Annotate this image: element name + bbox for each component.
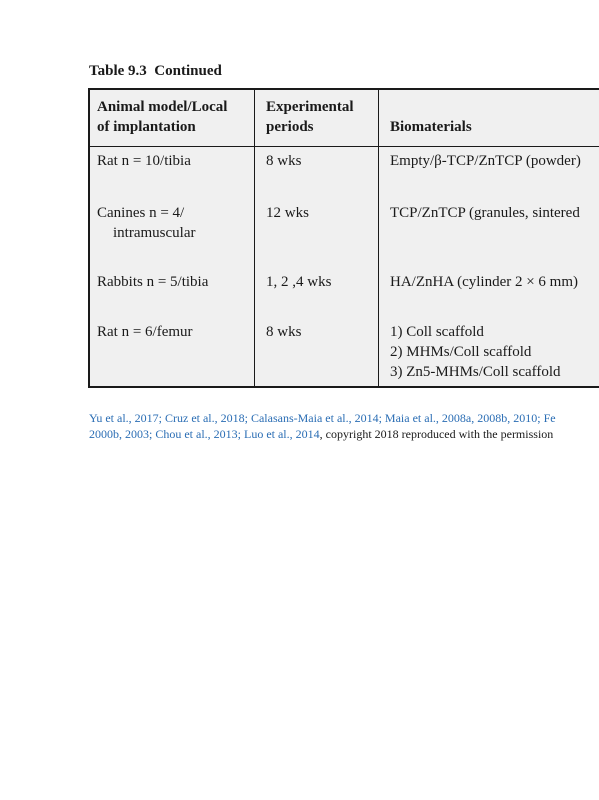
- copyright-note: , copyright 2018 reproduced with the permission: [319, 427, 554, 441]
- column-divider: [378, 90, 379, 386]
- table-row-2-biomaterials: TCP/ZnTCP (granules, sintered: [390, 205, 580, 221]
- header-animal-model-line1: Animal model/Local: [97, 99, 228, 115]
- header-animal-model: [97, 97, 227, 137]
- table-row-2-animal: [97, 203, 195, 243]
- table-footnote-references: [89, 410, 556, 442]
- table-caption: [89, 63, 222, 80]
- header-biomaterials: Biomaterials: [390, 119, 472, 135]
- header-periods-line2: periods: [266, 119, 314, 135]
- table-caption-label: Table 9.3: [89, 63, 147, 79]
- table-row-4-biomaterial-3: 3) Zn5-MHMs/Coll scaffold: [390, 364, 561, 380]
- header-periods-line1: Experimental: [266, 99, 354, 115]
- table-row-1-animal: Rat n = 10/tibia: [97, 153, 191, 169]
- table-row-1-biomaterials: Empty/β-TCP/ZnTCP (powder): [390, 153, 581, 169]
- references-line-1: [89, 410, 556, 426]
- table-row-4-biomaterials: [390, 322, 561, 382]
- table-row-1-period: 8 wks: [266, 153, 302, 169]
- table-row-2-animal-line1: Canines n = 4/: [97, 205, 185, 221]
- table-row-3-animal: Rabbits n = 5/tibia: [97, 274, 209, 290]
- header-animal-model-line2: of implantation: [97, 119, 196, 135]
- reference-links-2[interactable]: 2000b, 2003; Chou et al., 2013; Luo et al., 2014: [89, 427, 320, 441]
- table-row-4-animal: Rat n = 6/femur: [97, 324, 193, 340]
- table-row-3-period: 1, 2 ,4 wks: [266, 274, 332, 290]
- references-line-2: [89, 426, 556, 442]
- table-row-4-period: 8 wks: [266, 324, 302, 340]
- data-table: [88, 88, 599, 388]
- reference-links-1[interactable]: Yu et al., 2017; Cruz et al., 2018; Calasans-Maia et al., 2014; Maia et al., 2008a, 2008b, 2010; Fe: [89, 411, 556, 425]
- column-divider: [254, 90, 255, 386]
- table-row-3-biomaterials: HA/ZnHA (cylinder 2 × 6 mm): [390, 274, 579, 290]
- table-row-4-biomaterial-1: 1) Coll scaffold: [390, 324, 484, 340]
- table-row-2-animal-line2: intramuscular: [113, 225, 196, 241]
- header-experimental-periods: [266, 97, 354, 137]
- table-caption-suffix: Continued: [154, 63, 222, 79]
- table-row-4-biomaterial-2: 2) MHMs/Coll scaffold: [390, 344, 532, 360]
- header-rule: [90, 146, 599, 147]
- table-row-2-period: 12 wks: [266, 205, 309, 221]
